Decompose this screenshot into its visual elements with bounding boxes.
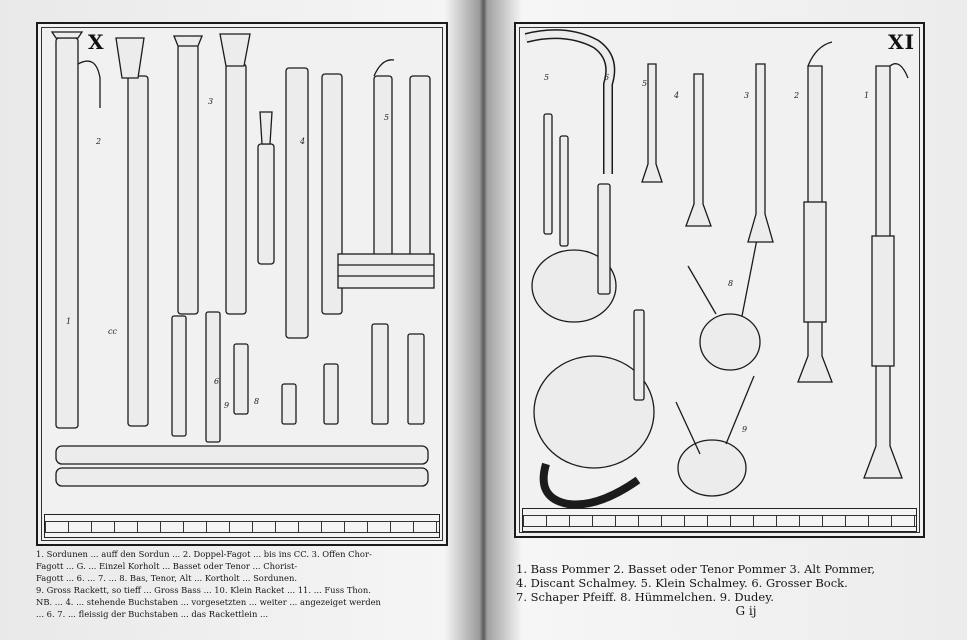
left-page (0, 0, 483, 640)
right-page (484, 0, 967, 640)
svg-text:cc: cc (108, 327, 117, 336)
caption-line: 1. Bass Pommer 2. Basset oder Tenor Pommer 3. Alt Pommer, (516, 562, 876, 576)
svg-text:1: 1 (864, 91, 870, 100)
woodcut-instruments-left (38, 24, 446, 544)
scale-ruler (44, 514, 440, 538)
woodcut-plate-xi (514, 22, 925, 538)
signature-mark: G ij (735, 604, 757, 618)
svg-text:5: 5 (384, 113, 390, 122)
woodcut-instruments-right (516, 24, 923, 536)
caption-line: Fagott ... G. ... Einzel Korholt ... Basset oder Tenor ... Chorist- (36, 561, 298, 571)
woodcut-plate-x (36, 22, 448, 546)
svg-text:4: 4 (674, 91, 680, 100)
scale-ruler (522, 508, 917, 532)
svg-text:5: 5 (544, 73, 550, 82)
caption-line: 1. Sordunen ... auff den Sordun ... 2. Doppel-Fagot ... bis ins CC. 3. Offen Chor- (36, 549, 372, 559)
svg-text:2: 2 (794, 91, 800, 100)
caption-line: NB. ... 4. ... stehende Buchstaben ... vorgesetzten ... weiter ... angezeiget werden (36, 597, 381, 607)
plate-caption-right (516, 562, 936, 618)
svg-text:8: 8 (728, 279, 734, 288)
svg-text:6: 6 (604, 73, 610, 82)
svg-text:6: 6 (214, 377, 220, 386)
svg-text:8: 8 (254, 397, 260, 406)
svg-text:9: 9 (742, 425, 748, 434)
caption-line: Fagott ... 6. ... 7. ... 8. Bas, Tenor, Alt ... Kortholt ... Sordunen. (36, 573, 298, 583)
caption-line: 9. Gross Rackett, so tieff ... Gross Bass ... 10. Klein Racket ... 11. ... Fuss Thon. (36, 585, 371, 595)
svg-text:5: 5 (642, 79, 648, 88)
svg-text:1: 1 (66, 317, 72, 326)
plate-number: XI (888, 30, 915, 54)
svg-text:3: 3 (744, 91, 750, 100)
caption-line: 4. Discant Schalmey. 5. Klein Schalmey. 6. Grosser Bock. (516, 576, 848, 590)
svg-text:9: 9 (224, 401, 230, 410)
svg-text:2: 2 (96, 137, 102, 146)
plate-caption-left (36, 548, 448, 620)
caption-line: ... 6. 7. ... fleissig der Buchstaben ... das Rackettlein ... (36, 609, 269, 619)
svg-text:3: 3 (208, 97, 214, 106)
plate-number: X (88, 30, 105, 54)
caption-line: 7. Schaper Pfeiff. 8. Hümmelchen. 9. Dudey. (516, 590, 774, 604)
svg-text:4: 4 (300, 137, 306, 146)
